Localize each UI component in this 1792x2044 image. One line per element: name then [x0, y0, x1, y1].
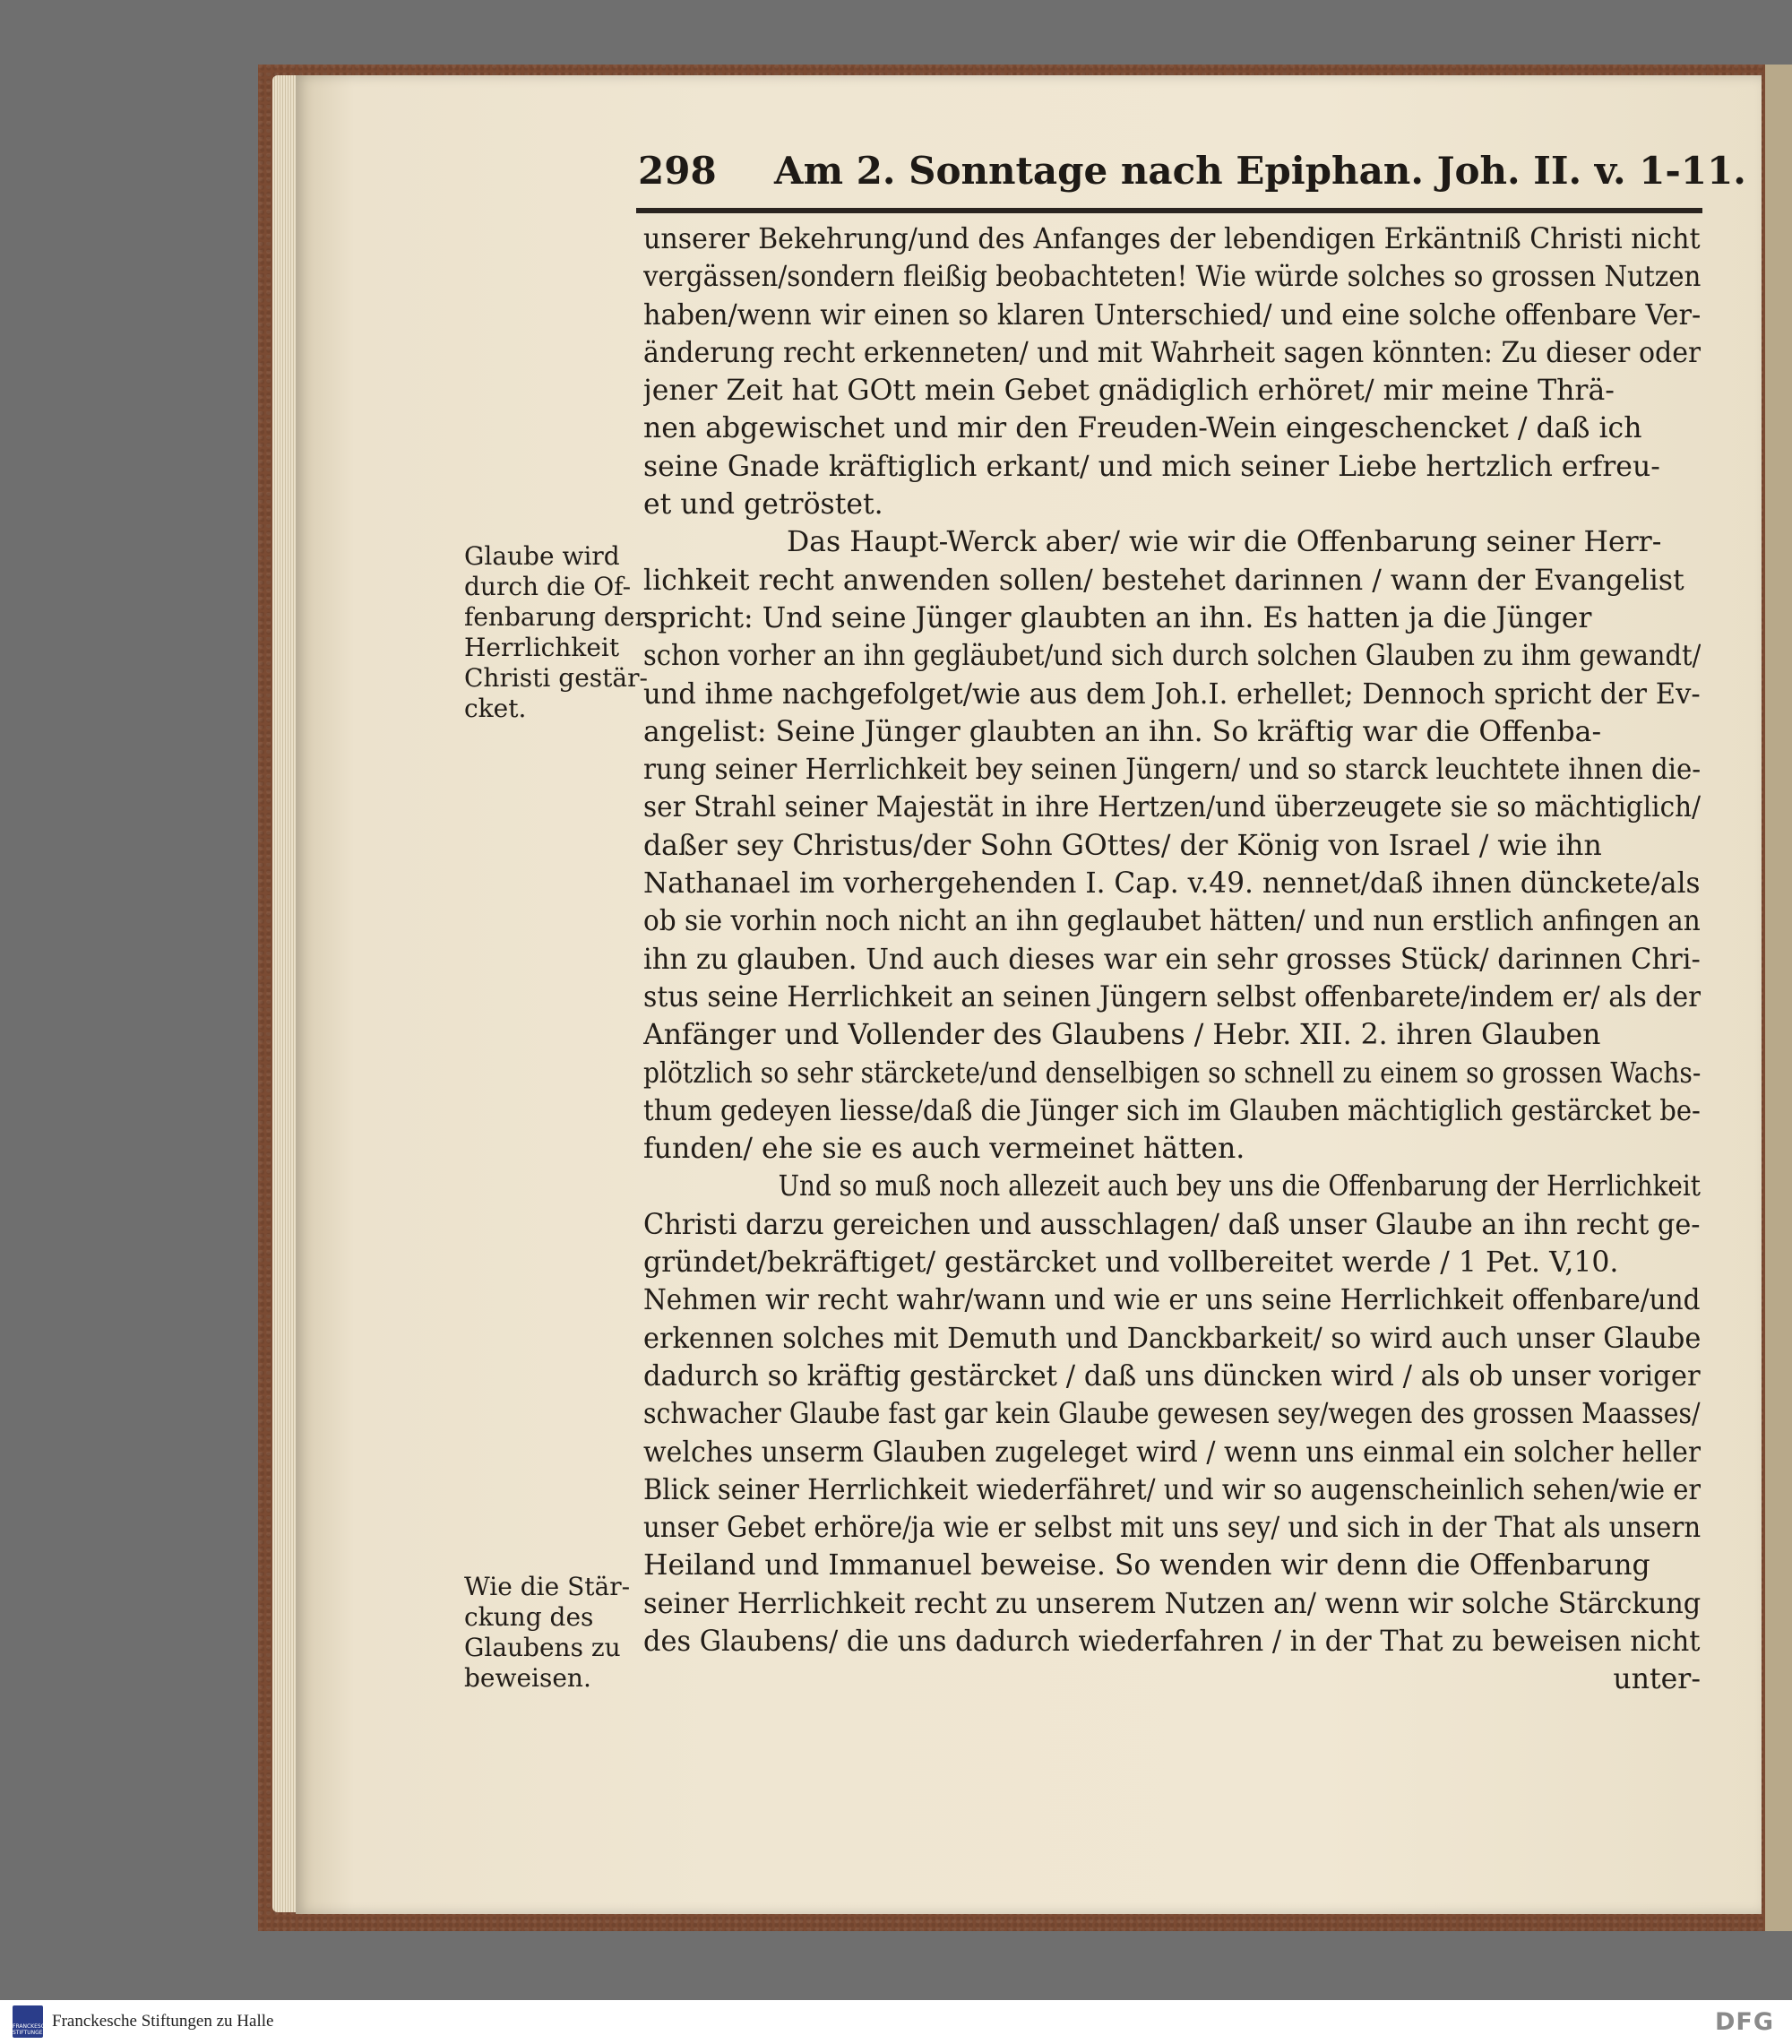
body-line: seiner Herrlichkeit recht zu unserem Nutzen an/ wenn wir solche Stärckung	[643, 1587, 1701, 1620]
margin-note-line: Herrlichkeit	[464, 633, 620, 662]
body-line: daßer sey Christus/der Sohn GOttes/ der König von Israel / wie ihn	[643, 829, 1602, 862]
body-line: schon vorher an ihn gegläubet/und sich durch solchen Glauben zu ihm gewandt/	[643, 640, 1701, 673]
body-line: jener Zeit hat GOtt mein Gebet gnädiglich erhöret/ mir meine Thrä-	[643, 375, 1615, 408]
margin-note-line: Glaube wird	[464, 541, 620, 571]
margin-note-line: fenbarung der	[464, 602, 647, 632]
body-line: welches unserm Glauben zugeleget wird / wenn uns einmal ein solcher heller	[643, 1436, 1701, 1469]
body-line: unter-	[1613, 1663, 1701, 1696]
body-line: spricht: Und seine Jünger glaubten an ihn. Es hatten ja die Jünger	[643, 601, 1592, 634]
header-rule	[636, 208, 1702, 213]
margin-note-line: Christi gestär-	[464, 663, 648, 693]
body-text	[643, 220, 1701, 1699]
body-line: Und so muß noch allezeit auch bey uns die Offenbarung der Herrlichkeit	[778, 1170, 1701, 1203]
body-line: ser Strahl seiner Majestät in ihre Hertzen/und überzeugete sie so mächtiglich/	[643, 791, 1701, 824]
body-line: Anfänger und Vollender des Glaubens / Hebr. XII. 2. ihren Glauben	[643, 1019, 1601, 1052]
body-line: nen abgewischet und mir den Freuden-Wein eingeschencket / daß ich	[643, 412, 1642, 445]
body-line: Das Haupt-Werck aber/ wie wir die Offenbarung seiner Herr-	[787, 526, 1662, 559]
margin-note-1	[464, 541, 648, 724]
body-line: et und getröstet.	[643, 488, 883, 522]
body-line: Blick seiner Herrlichkeit wiederfähret/ und wir so augenscheinlich sehen/wie er	[643, 1473, 1701, 1506]
margin-note-line: ckung des	[464, 1602, 594, 1632]
body-line: unser Gebet erhöre/ja wie er selbst mit uns sey/ und sich in der That als unsern	[643, 1512, 1701, 1545]
body-line: ob sie vorhin noch nicht an ihn geglaubet hätten/ und nun erstlich anfingen an	[643, 905, 1701, 938]
dfg-logo: DFG	[1714, 2008, 1774, 2036]
page-number: 298	[638, 149, 717, 193]
body-line: Nehmen wir recht wahr/wann und wie er uns seine Herrlichkeit offenbare/und	[643, 1284, 1701, 1317]
institution-logo-icon	[13, 2005, 53, 2038]
body-line: haben/wenn wir einen so klaren Unterschied/ und eine solche offenbare Ver-	[643, 298, 1701, 332]
body-line: gründet/bekräftiget/ gestärcket und vollbereitet werde / 1 Pet. V,10.	[643, 1246, 1619, 1280]
body-line: vergässen/sondern fleißig beobachteten! Wie würde solches so grossen Nutzen	[643, 261, 1701, 294]
body-line: schwacher Glaube fast gar kein Glaube gewesen sey/wegen des grossen Maasses/	[643, 1398, 1701, 1431]
body-line: seine Gnade kräftiglich erkant/ und mich seiner Liebe hertzlich erfreu-	[643, 450, 1660, 483]
body-line: des Glaubens/ die uns dadurch wiederfahren / in der That zu beweisen nicht	[643, 1625, 1701, 1658]
body-line: unserer Bekehrung/und des Anfanges der lebendigen Erkäntniß Christi nicht	[643, 223, 1701, 255]
body-line: lichkeit recht anwenden sollen/ bestehet darinnen / wann der Evangelist	[643, 564, 1684, 597]
logo-caption: FRANCKESCHE STIFTUNGEN	[13, 2023, 53, 2036]
institution-name: Franckesche Stiftungen zu Halle	[52, 2012, 274, 2031]
body-line: stus seine Herrlichkeit an seinen Jüngern selbst offenbarete/indem er/ als der	[643, 980, 1701, 1013]
body-line: rung seiner Herrlichkeit bey seinen Jüngern/ und so starck leuchtete ihnen die-	[643, 754, 1701, 787]
body-line: erkennen solches mit Demuth und Danckbarkeit/ so wird auch unser Glaube	[643, 1322, 1701, 1355]
body-line: und ihme nachgefolget/wie aus dem Joh.I. erhellet; Dennoch spricht der Ev-	[643, 677, 1701, 711]
body-line: Heiland und Immanuel beweise. So wenden wir denn die Offenbarung	[643, 1549, 1650, 1583]
margin-note-line: beweisen.	[464, 1663, 591, 1693]
book-cover-edge	[1765, 65, 1792, 1931]
body-line: ihn zu glauben. Und auch dieses war ein sehr grosses Stück/ darinnen Chri-	[643, 943, 1701, 976]
body-line: funden/ ehe sie es auch vermeinet hätten.	[643, 1133, 1245, 1166]
margin-note-line: durch die Of-	[464, 572, 632, 601]
body-line: thum gedeyen liesse/daß die Jünger sich im Glauben mächtiglich gestärcket be-	[643, 1094, 1701, 1127]
margin-note-line: cket.	[464, 694, 527, 723]
margin-note-line: Glaubens zu	[464, 1633, 621, 1662]
body-line: Nathanael im vorhergehenden I. Cap. v.49. nennet/daß ihnen dünckete/als	[643, 867, 1701, 901]
body-line: dadurch so kräftig gestärcket / daß uns düncken wird / als ob unser voriger	[643, 1359, 1701, 1393]
running-header	[638, 149, 1746, 203]
margin-note-line: Wie die Stär-	[464, 1572, 631, 1601]
body-line: Christi darzu gereichen und ausschlagen/ daß unser Glaube an ihn recht ge-	[643, 1208, 1701, 1241]
footer-bar	[0, 2000, 1792, 2044]
running-title: Am 2. Sonntage nach Epiphan. Joh. II. v. 1-11.	[774, 149, 1746, 193]
body-line: plötzlich so sehr stärckete/und denselbigen so schnell zu einem so grossen Wachs-	[643, 1056, 1701, 1090]
body-line: änderung recht erkenneten/ und mit Wahrheit sagen könnten: Zu dieser oder	[643, 336, 1701, 369]
margin-note-2	[464, 1572, 640, 1694]
body-line: angelist: Seine Jünger glaubten an ihn. So kräftig war die Offenba-	[643, 715, 1602, 748]
